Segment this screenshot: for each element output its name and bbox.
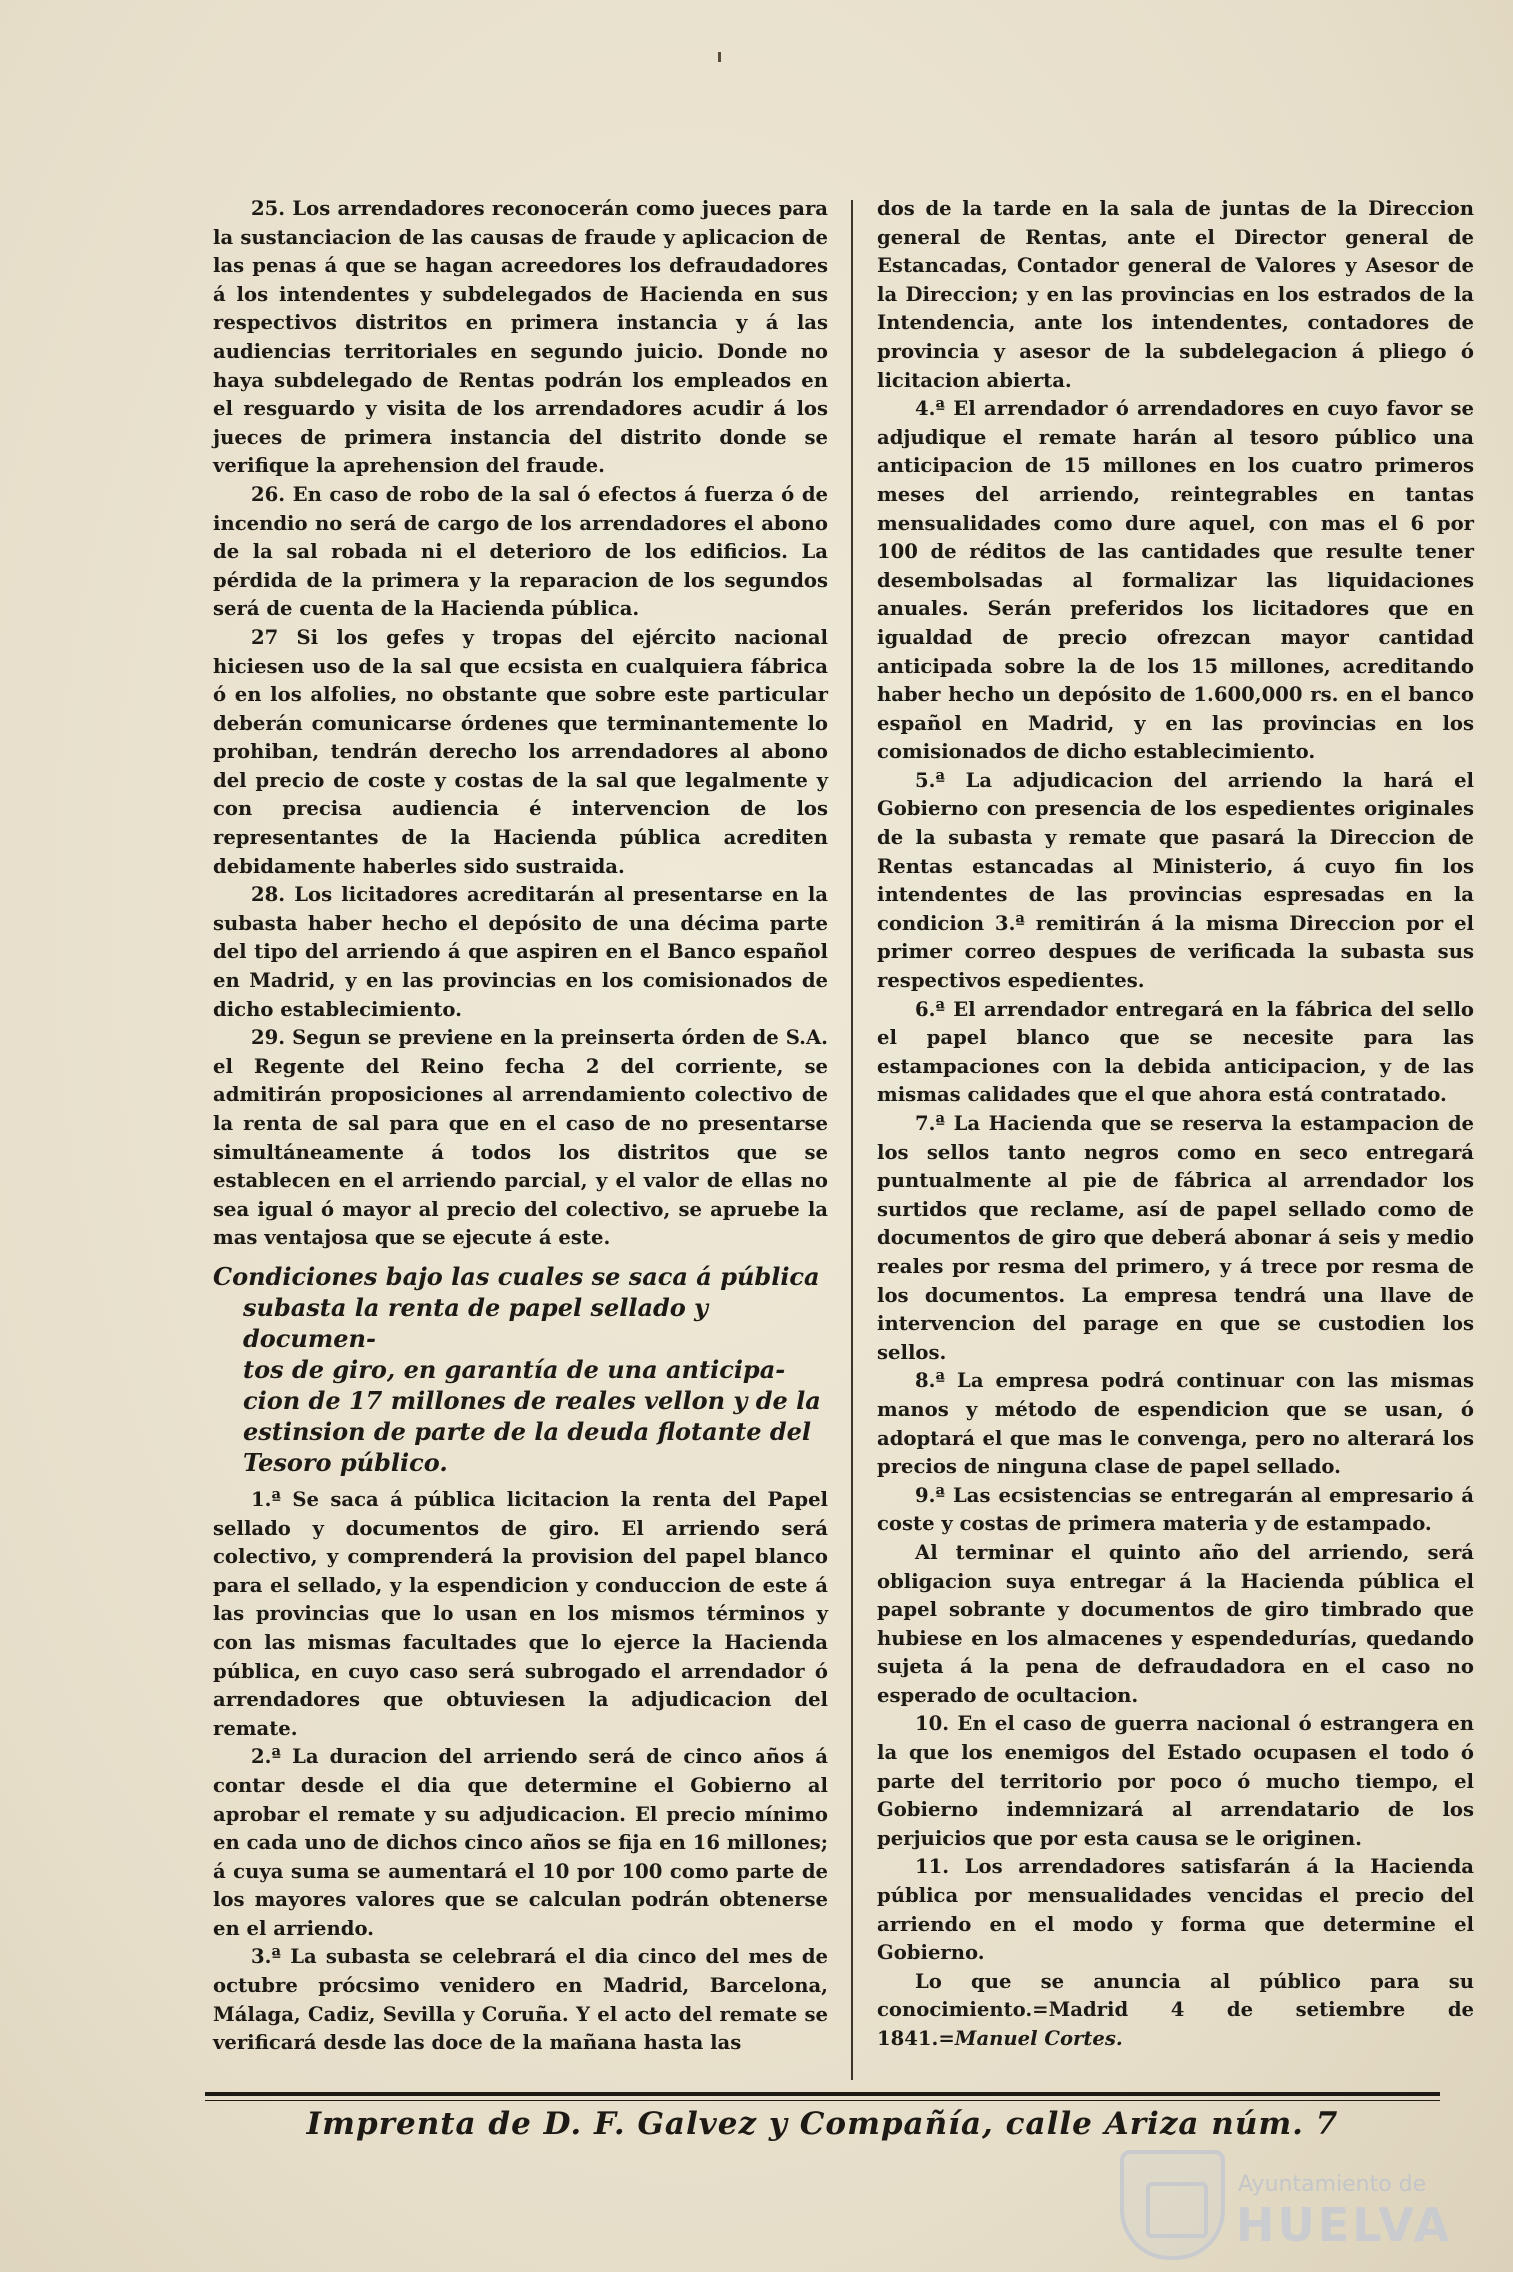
left-column: [213, 195, 828, 2058]
watermark: [1120, 2150, 1460, 2260]
condition-5: 5.ª La adjudicacion del arriendo la hará el Gobierno con presencia de los espedientes originales de la subasta y remate que pasará la Direccion de Rentas estancadas al Ministerio, á cuyo fin los intendentes de las provincias espresadas en la condicion 3.ª remitirán á la misma Direccion por el primer correo despues de verificada la subasta sus respectivos espedientes.: [877, 768, 1474, 993]
printer-imprint: Imprenta de D. F. Galvez y Compañía, calle Ariza núm. 7: [306, 2106, 1339, 2142]
article-29: 29. Segun se previene en la preinserta órden de S.A. el Regente del Reino fecha 2 del corriente, se admitirán proposiciones al arrendamiento colectivo de la renta de sal para que en el caso de no presentarse simultáneamente á todos los distritos que se establecen en el arriendo parcial, y el valor de ellas no sea igual ó mayor al precio del colectivo, se apruebe la mas ventajosa que se ejecute á este.: [213, 1026, 828, 1250]
condition-4: 4.ª El arrendador ó arrendadores en cuyo favor se adjudique el remate harán al tesoro público una anticipacion de 15 millones en los cuatro primeros meses del arriendo, reintegrables en tantas mensualidades como dure aquel, con mas el 6 por 100 de réditos de las cantidades que resulte tener desembolsadas al formalizar las liquidaciones anuales. Serán preferidos los licitadores que en igualdad de precio ofrezcan mayor cantidad anticipada sobre la de los 15 millones, acreditando haber hecho un depósito de 1.600,000 rs. en el banco español en Madrid, y en las provincias en los comisionados de dicho establecimiento.: [877, 397, 1474, 764]
article-26: 26. En caso de robo de la sal ó efectos á fuerza ó de incendio no será de cargo de los arrendadores el abono de la sal robada ni el deterioro de los edificios. La pérdida de la primera y la reparacion de los segundos será de cuenta de la Hacienda pública.: [213, 482, 828, 621]
condition-9-paragraph-2: Al terminar el quinto año del arriendo, será obligacion suya entregar á la Hacienda pública el papel sobrante y documentos de giro timbrado que hubiese en los almacenes y espendedurías, quedando sujeta á la pena de defraudadora en el caso no esperado de ocultacion.: [877, 1540, 1474, 1707]
condition-3-continued: dos de la tarde en la sala de juntas de la Direccion general de Rentas, ante el Director general de Estancadas, Contador general de Valores y Asesor de la Direccion; y en las provincias en los estrados de la Intendencia, ante los intendentes, contadores de provincia y asesor de la subdelegacion á pliego ó licitacion abierta.: [877, 197, 1474, 392]
column-divider: [851, 200, 853, 2080]
condition-11: 11. Los arrendadores satisfarán á la Hacienda pública por mensualidades vencidas el precio del arriendo en el modo y forma que determine el Gobierno.: [877, 1855, 1474, 1965]
ink-mark: [718, 52, 721, 62]
conditions-heading: [213, 1261, 828, 1478]
condition-7: 7.ª La Hacienda que se reserva la estampacion de los sellos tanto negros como en seco entregará puntualmente al pie de fábrica al arrendador los surtidos que reclame, así de papel sellado como de documentos de giro que deberá abonar á seis y medio reales por resma del primero, y á trece por resma de los documentos. La empresa tendrá una llave de intervencion del parage en que se custodien los sellos.: [877, 1112, 1474, 1364]
right-column: [877, 195, 1474, 2054]
heading-line: tos de giro, en garantía de una anticipa-: [243, 1354, 786, 1384]
condition-6: 6.ª El arrendador entregará en la fábrica del sello el papel blanco que se necesite para las estampaciones con la debida anticipacion, y de las mismas calidades que el que ahora está contratado.: [877, 997, 1474, 1107]
article-27: 27 Si los gefes y tropas del ejército nacional hiciesen uso de la sal que ecsista en cualquiera fábrica ó en los alfolies, no obstante que sobre este particular deberán comunicarse órdenes que terminantemente lo prohiban, tendrán derecho los arrendadores al abono del precio de coste y costas de la sal que legalmente y con precisa audiencia é intervencion de los representantes de la Hacienda pública acrediten debidamente haberles sido sustraida.: [213, 625, 828, 878]
article-25: 25. Los arrendadores reconocerán como jueces para la sustanciacion de las causas de fraude y aplicacion de las penas á que se hagan acreedores los defraudadores á los intendentes y subdelegados de Hacienda en sus respectivos distritos en primera instancia y á las audiencias territoriales en segundo juicio. Donde no haya subdelegado de Rentas podrán los empleados en el resguardo y visita de los arrendadores acudir á los jueces de primera instancia del distrito donde se verifique la aprehension del fraude.: [213, 197, 828, 478]
heading-line: subasta la renta de papel sellado y documen-: [243, 1292, 709, 1353]
heading-line: cion de 17 millones de reales vellon y de la: [243, 1385, 821, 1415]
closing-statement: [877, 1968, 1474, 2054]
heading-line: Tesoro público.: [243, 1447, 448, 1477]
watermark-line-1: Ayuntamiento de: [1238, 2172, 1427, 2197]
condition-1: 1.ª Se saca á pública licitacion la renta del Papel sellado y documentos de giro. El arriendo será colectivo, y comprenderá la provision del papel blanco para el sellado, y la espendicion y conduccion de este á las provincias que lo usan en los mismos términos y con las mismas facultades que lo ejerce la Hacienda pública, en cuyo caso será subrogado el arrendador ó arrendadores que obtuviesen la adjudicacion del remate.: [213, 1487, 828, 1740]
condition-3: 3.ª La subasta se celebrará el dia cinco del mes de octubre prócsimo venidero en Madrid, Barcelona, Málaga, Cadiz, Sevilla y Coruña. Y el acto del remate se verificará desde las doce de la mañana hasta las: [213, 1945, 828, 2055]
article-28: 28. Los licitadores acreditarán al presentarse en la subasta haber hecho el depósito de una décima parte del tipo del arriendo á que aspiren en el Banco español en Madrid, y en las provincias en los comisionados de dicho establecimiento.: [213, 883, 828, 1021]
closing-text: Lo que se anuncia al público para su conocimiento.=Madrid 4 de setiembre de 1841.=: [877, 1969, 1474, 2050]
condition-9: 9.ª Las ecsistencias se entregarán al empresario á coste y costas de primera materia y de estampado.: [877, 1483, 1474, 1536]
footer-rule-thick: [205, 2092, 1440, 2096]
heading-line: estinsion de parte de la deuda flotante del: [243, 1416, 812, 1446]
footer-rule-thin: [205, 2100, 1440, 2101]
signature: Manuel Cortes.: [954, 2027, 1123, 2050]
watermark-line-2: HUELVA: [1236, 2198, 1453, 2252]
condition-2: 2.ª La duracion del arriendo será de cinco años á contar desde el dia que determine el Gobierno al aprobar el remate y su adjudicacion. El precio mínimo en cada uno de dichos cinco años se fija en 16 millones; á cuya suma se aumentará el 10 por 100 como parte de los mayores valores que se calculan podrán obtenerse en el arriendo.: [213, 1745, 828, 1940]
heading-line: Condiciones bajo las cuales se saca á pública: [213, 1261, 820, 1291]
condition-10: 10. En el caso de guerra nacional ó estrangera en la que los enemigos del Estado ocupasen el todo ó parte del territorio por poco ó mucho tiempo, el Gobierno indemnizará al arrendatario de los perjuicios que por esta causa se le originen.: [877, 1712, 1474, 1850]
coat-of-arms-icon: [1120, 2150, 1225, 2260]
condition-8: 8.ª La empresa podrá continuar con las mismas manos y método de espendicion que se usan, ó adoptará el que mas le convenga, pero no alterará los precios de ninguna clase de papel sellado.: [877, 1369, 1474, 1479]
